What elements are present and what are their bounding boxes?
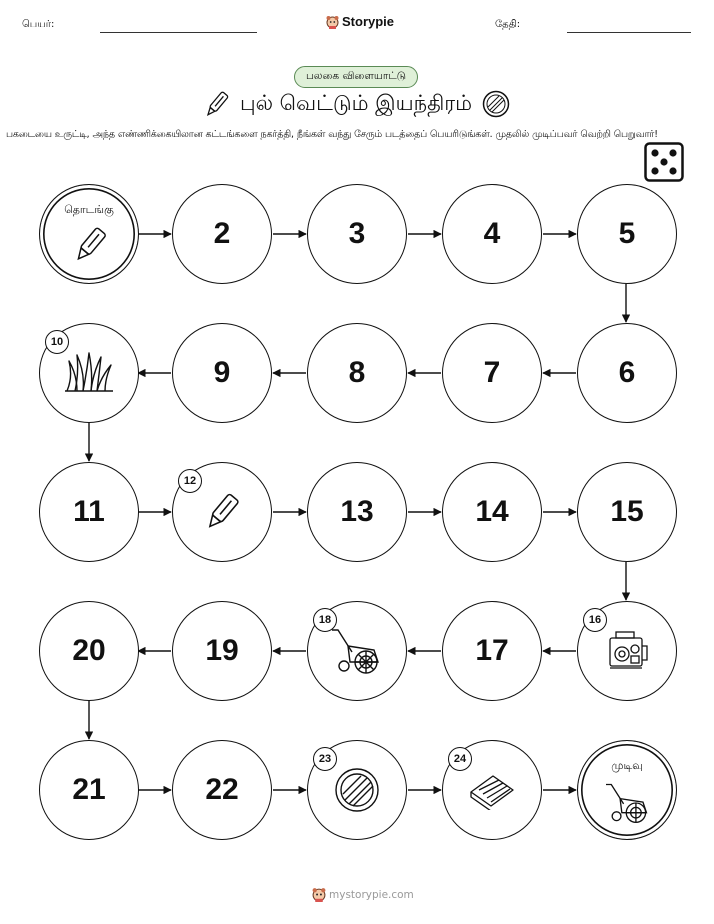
finish-space[interactable] (577, 740, 677, 840)
lawn-mower-icon (602, 781, 654, 825)
space-number: 15 (610, 495, 644, 528)
start-label: தொடங்கு (64, 203, 114, 216)
space-number: 3 (348, 217, 366, 250)
space-tag: 12 (178, 469, 202, 493)
board-space[interactable] (442, 601, 542, 701)
instructions: பகடையை உருட்டி, அந்த எண்ணிக்கையிலான கட்டங்களை நகர்த்தி, நீங்கள் வந்து சேரும் படத்தைப் பெயரிடுங்கள். முதலில் முடிப்பவர் வெற்றி பெறுவார்! (6, 129, 659, 140)
lawn-mower-icon (328, 626, 386, 676)
board-space[interactable] (577, 462, 677, 562)
space-tag: 24 (448, 747, 472, 771)
start-space[interactable] (39, 184, 139, 284)
space-number: 2 (213, 217, 231, 250)
board-space[interactable] (172, 184, 272, 284)
storypie-mascot-icon (312, 887, 326, 902)
engine-icon (604, 628, 650, 674)
space-number: 4 (483, 217, 501, 250)
board-space[interactable] (172, 323, 272, 423)
board-space[interactable] (39, 740, 139, 840)
board-space[interactable] (442, 184, 542, 284)
board-space[interactable] (442, 462, 542, 562)
board-space[interactable] (172, 740, 272, 840)
space-number: 20 (72, 634, 106, 667)
board-space[interactable] (39, 462, 139, 562)
board-space[interactable] (39, 601, 139, 701)
finish-label: முடிவு (611, 759, 643, 772)
board-space[interactable] (172, 601, 272, 701)
board-space[interactable] (307, 462, 407, 562)
space-number: 13 (340, 495, 374, 528)
board-space[interactable] (307, 323, 407, 423)
space-number: 8 (348, 356, 366, 389)
board-game-badge: பலகை விளையாட்டு (294, 66, 418, 88)
space-number: 17 (475, 634, 509, 667)
board-space[interactable] (442, 323, 542, 423)
date-label: தேதி: (495, 19, 521, 30)
box-cutter-icon (199, 489, 245, 535)
space-number: 11 (73, 495, 105, 528)
brand-name: Storypie (342, 14, 395, 29)
space-number: 6 (618, 356, 636, 389)
space-tag: 10 (45, 330, 69, 354)
space-number: 21 (72, 773, 106, 806)
wood-log-icon (333, 766, 381, 814)
footer-link[interactable]: mystorypie.com (329, 888, 414, 901)
cloth-icon (467, 770, 517, 810)
page-title: புல் வெட்டும் இயந்திரம் (239, 90, 473, 115)
grass-icon (63, 351, 115, 395)
space-number: 9 (213, 356, 231, 389)
space-number: 7 (483, 356, 501, 389)
space-tag: 16 (583, 608, 607, 632)
footer (312, 887, 414, 902)
name-label: பெயர்: (22, 19, 55, 30)
board-space[interactable] (307, 184, 407, 284)
space-number: 22 (205, 773, 239, 806)
board-space[interactable] (577, 184, 677, 284)
space-tag: 18 (313, 608, 337, 632)
space-number: 14 (475, 495, 509, 528)
space-number: 5 (618, 217, 636, 250)
board-space[interactable] (577, 323, 677, 423)
space-number: 19 (205, 634, 239, 667)
box-cutter-icon (68, 223, 112, 267)
space-tag: 23 (313, 747, 337, 771)
